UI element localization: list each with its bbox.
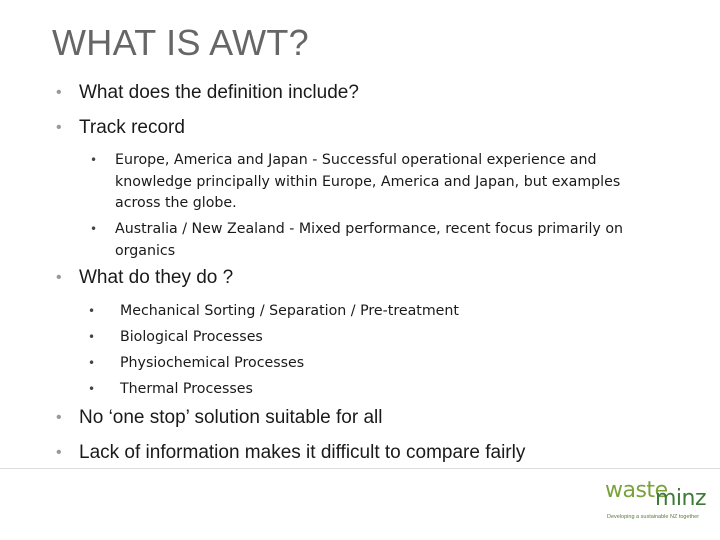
bullet-dot: •: [56, 84, 62, 101]
bullet-dot: •: [56, 444, 62, 461]
sub-bullet-text: Physiochemical Processes: [120, 355, 305, 371]
bullet-text: Track record: [79, 117, 185, 138]
bullet-text: Lack of information makes it difficult to compare fairly: [79, 442, 526, 463]
bullet-dot: •: [88, 356, 96, 370]
sub-bullet-line: organics: [115, 242, 176, 259]
wasteminz-logo: [605, 478, 705, 524]
bullet-text: What does the definition include?: [79, 82, 359, 103]
bullet-dot: •: [56, 119, 62, 136]
sub-bullet-line: across the globe.: [115, 195, 237, 211]
sub-bullet-line: Australia / New Zealand - Mixed performance, recent focus primarily on: [115, 221, 623, 237]
bullet-dot: •: [56, 269, 62, 286]
logo-text-minz: minz: [655, 486, 707, 511]
footer-divider: [0, 468, 720, 469]
sub-bullet-text: Biological Processes: [120, 329, 263, 345]
bullet-dot: •: [88, 304, 96, 318]
slide-title: WHAT IS AWT?: [52, 22, 309, 63]
logo-text-waste: waste: [605, 478, 668, 503]
bullet-text: What do they do ?: [79, 267, 234, 288]
sub-bullet-text: Thermal Processes: [120, 381, 253, 397]
logo-tagline: Developing a sustainable NZ together: [607, 514, 700, 520]
bullet-dot: •: [90, 153, 98, 167]
bullet-dot: •: [90, 222, 98, 236]
sub-bullet-line: knowledge principally within Europe, America and Japan, but examples: [115, 173, 621, 190]
bullet-dot: •: [88, 330, 96, 344]
bullet-text: No ‘one stop’ solution suitable for all: [79, 407, 383, 428]
sub-bullet-text: Mechanical Sorting / Separation / Pre-treatment: [120, 303, 459, 319]
bullet-dot: •: [88, 382, 96, 396]
bullet-dot: •: [56, 409, 62, 426]
sub-bullet-line: Europe, America and Japan - Successful operational experience and: [115, 152, 597, 168]
